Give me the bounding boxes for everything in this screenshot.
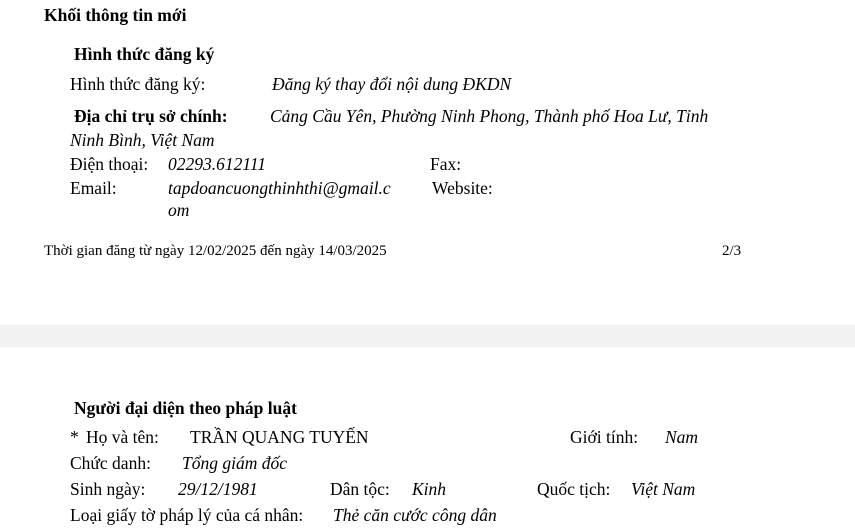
phone-value: 02293.612111 xyxy=(168,154,267,174)
legal-document-label: Loại giấy tờ pháp lý của cá nhân: xyxy=(70,505,304,525)
email-value-line1: tapdoancuongthinhthi@gmail.c xyxy=(168,178,391,198)
full-name-value: TRẦN QUANG TUYẾN xyxy=(190,427,369,447)
page-number: 2/3 xyxy=(722,243,742,259)
address-value-line2: Ninh Bình, Việt Nam xyxy=(70,130,215,150)
email-value-line2: om xyxy=(168,200,190,220)
ethnicity-value: Kinh xyxy=(412,479,447,499)
legal-representative-section xyxy=(0,347,855,530)
date-of-birth-value: 29/12/1981 xyxy=(178,479,258,499)
address-label: Địa chỉ trụ sở chính: xyxy=(74,106,228,126)
full-name-label: Họ và tên: xyxy=(86,427,159,447)
registration-type-label: Hình thức đăng ký: xyxy=(70,74,206,94)
address-value-line1: Cảng Cầu Yên, Phường Ninh Phong, Thành phố Hoa Lư, Tỉnh xyxy=(270,106,709,126)
email-label: Email: xyxy=(70,178,117,198)
legal-representative-heading: Người đại diện theo pháp luật xyxy=(74,398,297,418)
gender-value: Nam xyxy=(665,427,699,447)
registration-type-value: Đăng ký thay đổi nội dung ĐKDN xyxy=(272,74,512,94)
phone-label: Điện thoại: xyxy=(70,154,149,174)
nationality-label: Quốc tịch: xyxy=(537,479,611,499)
website-label: Website: xyxy=(432,178,493,198)
publication-period: Thời gian đăng từ ngày 12/02/2025 đến ngày 14/03/2025 xyxy=(44,243,387,259)
gender-label: Giới tính: xyxy=(570,427,639,447)
registration-form-heading: Hình thức đăng ký xyxy=(74,44,215,64)
position-label: Chức danh: xyxy=(70,453,151,473)
legal-document-value: Thẻ căn cước công dân xyxy=(333,505,497,525)
nationality-value: Việt Nam xyxy=(631,479,696,499)
required-marker: * xyxy=(70,427,79,447)
position-value: Tổng giám đốc xyxy=(182,453,287,473)
page-separator xyxy=(0,325,855,347)
date-of-birth-label: Sinh ngày: xyxy=(70,479,146,499)
ethnicity-label: Dân tộc: xyxy=(330,479,390,499)
fax-label: Fax: xyxy=(430,154,462,174)
page-title: Khối thông tin mới xyxy=(44,5,187,25)
